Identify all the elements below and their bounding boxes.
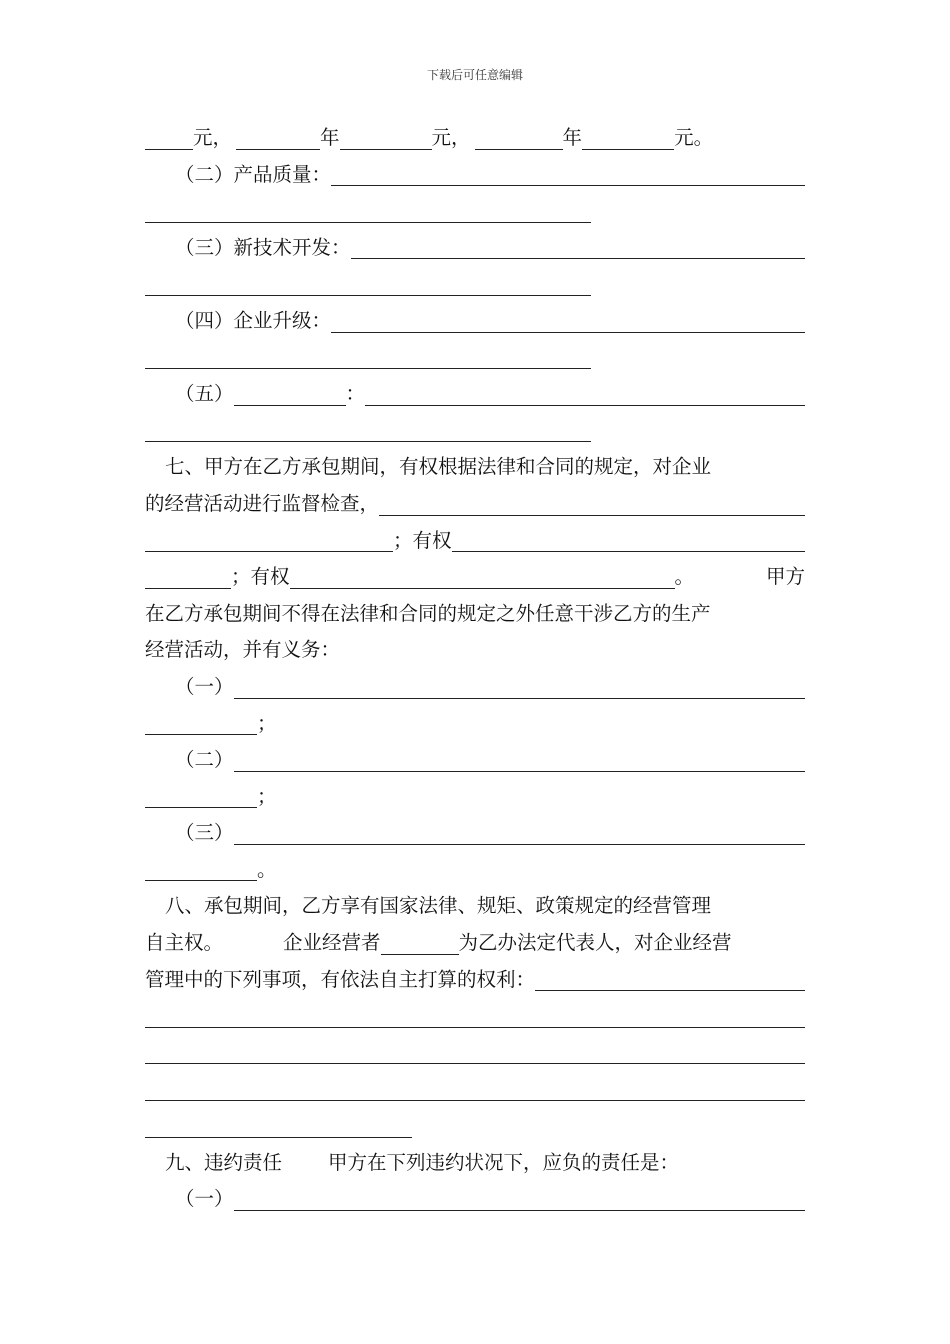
text: ；有权 bbox=[231, 565, 290, 589]
text: ； bbox=[257, 711, 277, 735]
blank-field[interactable] bbox=[145, 148, 193, 150]
blank-field[interactable] bbox=[351, 257, 805, 259]
document-body bbox=[145, 120, 805, 1218]
section-8-blank-1 bbox=[145, 998, 805, 1035]
section-7-line-2 bbox=[145, 486, 805, 523]
item-label: （五） bbox=[175, 382, 234, 406]
text: 甲方 bbox=[765, 565, 805, 589]
blank-field[interactable] bbox=[381, 953, 459, 955]
item-five-line bbox=[145, 376, 805, 413]
text: 。 bbox=[674, 565, 695, 589]
blank-field[interactable] bbox=[582, 148, 674, 150]
blank-field[interactable] bbox=[145, 879, 257, 881]
item-label: （一） bbox=[175, 674, 234, 698]
section-8-blank-4 bbox=[145, 1108, 805, 1145]
duty-3-line bbox=[145, 815, 805, 852]
blank-field[interactable] bbox=[145, 1026, 805, 1028]
blank-field[interactable] bbox=[452, 550, 805, 552]
section-7-line-1 bbox=[145, 449, 805, 486]
blank-field[interactable] bbox=[234, 770, 805, 772]
section-9-item-1 bbox=[145, 1181, 805, 1218]
blank-field[interactable] bbox=[145, 550, 393, 552]
paragraph-text: 甲方在下列违约状况下，应负的责任是： bbox=[328, 1150, 680, 1174]
blank-field[interactable] bbox=[234, 1209, 805, 1211]
blank-field[interactable] bbox=[145, 1136, 412, 1138]
text: 元， bbox=[431, 126, 471, 149]
text: 自主权。 bbox=[145, 931, 224, 955]
section-8-blank-2 bbox=[145, 1035, 805, 1072]
section-7-line-6 bbox=[145, 632, 805, 669]
section-8-line-3 bbox=[145, 962, 805, 999]
paragraph-text: 经营活动，并有义务： bbox=[145, 638, 341, 662]
text: 年 bbox=[562, 126, 583, 149]
blank-field[interactable] bbox=[145, 367, 591, 369]
blank-field[interactable] bbox=[145, 806, 257, 808]
item-label: （三） bbox=[175, 821, 234, 845]
blank-field[interactable] bbox=[234, 843, 805, 845]
blank-field[interactable] bbox=[535, 989, 805, 991]
blank-field[interactable] bbox=[145, 221, 591, 223]
item-five-continuation bbox=[145, 413, 805, 450]
blank-field[interactable] bbox=[145, 1062, 805, 1064]
blank-field[interactable] bbox=[145, 1099, 805, 1101]
text: 。 bbox=[257, 857, 277, 881]
amount-line bbox=[145, 120, 805, 157]
item-label: （三）新技术开发： bbox=[175, 235, 351, 259]
blank-field[interactable] bbox=[145, 440, 591, 442]
duty-2-line bbox=[145, 742, 805, 779]
blank-field[interactable] bbox=[236, 148, 320, 150]
text: 元， bbox=[193, 126, 233, 149]
item-label: （二） bbox=[175, 748, 234, 772]
blank-field[interactable] bbox=[145, 733, 257, 735]
paragraph-text: 的经营活动进行监督检查， bbox=[145, 491, 380, 515]
quality-line bbox=[145, 157, 805, 194]
text: 元。 bbox=[674, 126, 714, 149]
newtech-line bbox=[145, 230, 805, 267]
blank-field[interactable] bbox=[365, 404, 805, 406]
quality-continuation bbox=[145, 193, 805, 230]
paragraph-text: 七、甲方在乙方承包期间，有权根据法律和合同的规定，对企业 bbox=[165, 455, 712, 479]
blank-field[interactable] bbox=[145, 294, 591, 296]
item-label: （二）产品质量： bbox=[175, 162, 332, 186]
blank-field[interactable] bbox=[145, 587, 231, 589]
paragraph-text: 在乙方承包期间不得在法律和合同的规定之外任意干涉乙方的生产 bbox=[145, 601, 711, 625]
section-7-line-4 bbox=[145, 559, 805, 596]
duty-1-line bbox=[145, 669, 805, 706]
section-8-line-2 bbox=[145, 925, 805, 962]
duty-1-continuation bbox=[145, 706, 805, 743]
blank-field[interactable] bbox=[331, 331, 805, 333]
blank-field[interactable] bbox=[234, 404, 346, 406]
text: 企业经营者 bbox=[283, 931, 381, 955]
item-label: （一） bbox=[175, 1187, 234, 1211]
section-7-line-3 bbox=[145, 523, 805, 560]
blank-field[interactable] bbox=[290, 587, 675, 589]
blank-field[interactable] bbox=[475, 148, 563, 150]
paragraph-text: 管理中的下列事项，有依法自主打算的权利： bbox=[145, 967, 536, 991]
blank-field[interactable] bbox=[234, 697, 805, 699]
text: ；有权 bbox=[393, 528, 452, 552]
section-title: 九、违约责任 bbox=[165, 1150, 283, 1174]
upgrade-continuation bbox=[145, 340, 805, 377]
text: 为乙办法定代表人，对企业经营 bbox=[458, 931, 732, 955]
item-label: （四）企业升级： bbox=[175, 308, 332, 332]
text: ； bbox=[257, 784, 277, 808]
section-8-line-1 bbox=[145, 888, 805, 925]
blank-field[interactable] bbox=[340, 148, 432, 150]
duty-2-continuation bbox=[145, 779, 805, 816]
blank-field[interactable] bbox=[379, 514, 805, 516]
upgrade-line bbox=[145, 303, 805, 340]
duty-3-continuation bbox=[145, 852, 805, 889]
page-header: 下载后可任意编辑 bbox=[426, 68, 523, 82]
section-9-heading bbox=[145, 1145, 805, 1182]
section-8-blank-3 bbox=[145, 1071, 805, 1108]
section-7-line-5 bbox=[145, 596, 805, 633]
newtech-continuation bbox=[145, 266, 805, 303]
blank-field[interactable] bbox=[331, 184, 805, 186]
paragraph-text: 八、承包期间，乙方享有国家法律、规矩、政策规定的经营管理 bbox=[165, 894, 712, 918]
text: 年 bbox=[320, 126, 340, 149]
text: ： bbox=[345, 382, 366, 406]
